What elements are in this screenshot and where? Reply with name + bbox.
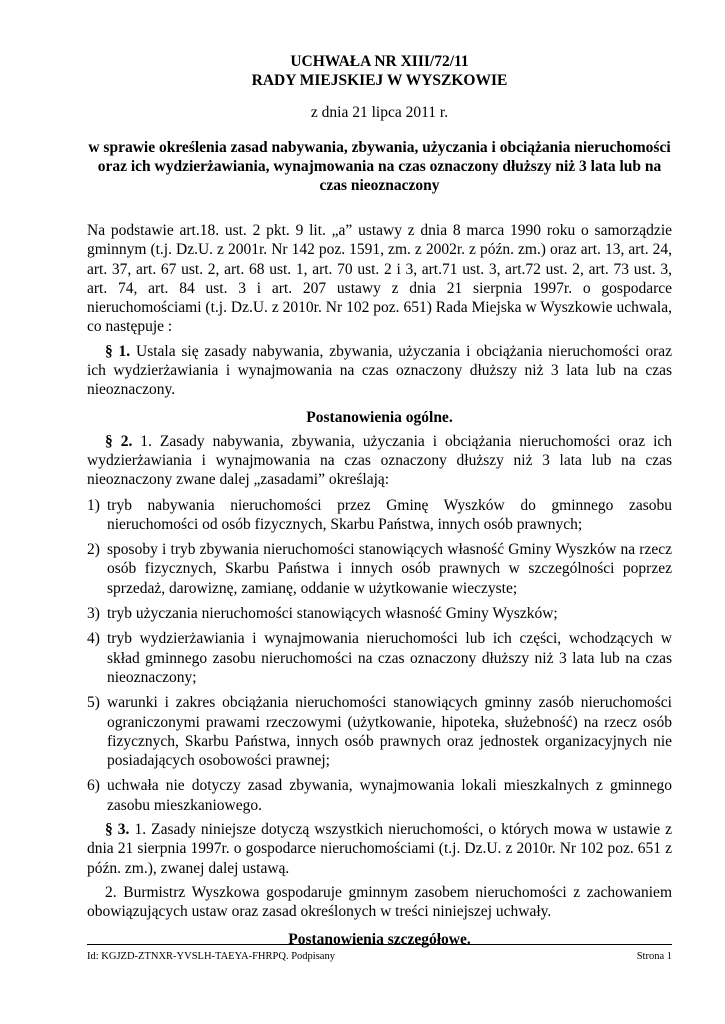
heading-general: Postanowienia ogólne.: [306, 408, 453, 426]
list-item: [87, 496, 672, 535]
section-1-text: Ustala się zasady nabywania, zbywania, użyczania i obciążania nieruchomości oraz ich wydzierżawiania i wynajmowania na czas oznaczony dłuższy niż 3 lata lub na czas nieoznaczony.: [87, 342, 672, 399]
section-1: [87, 342, 672, 400]
section-2-text: 1. Zasady nabywania, zbywania, użyczania i obciążania nieruchomości oraz ich wydzierżawiania i wynajmowania na czas oznaczony dłuższy niż 3 lata lub na czas nieoznaczony zwane dalej „zasadami” określają:: [87, 432, 673, 489]
list-item-number: 6): [87, 777, 100, 795]
section-3-text: 1. Zasady niniejsze dotyczą wszystkich nieruchomości, o których mowa w ustawie z dnia 21 sierpnia 1997r. o gospodarce nieruchomościami (t.j. Dz.U. z 2010r. Nr 102 poz. 651 z późn. zm.), zwanej dalej ustawą.: [87, 821, 673, 877]
list-item: [87, 540, 672, 598]
list-item-number: 2): [87, 541, 100, 559]
list-item-number: 3): [87, 605, 100, 623]
title-line-2: RADY MIEJSKIEJ W WYSZKOWIE: [251, 72, 508, 89]
document-title: [87, 52, 672, 90]
section-2: [87, 432, 672, 490]
list-item: [87, 776, 672, 815]
list-item-number: 4): [87, 630, 100, 648]
list-item-text: sposoby i tryb zbywania nieruchomości stanowiących własność Gminy Wyszków na rzecz osób fizycznych, Skarbu Państwa i innych osób prawnych w szczególności poprzez sprzedaż, darowiznę, zamianę, oddanie w użytkowanie wieczyste;: [107, 541, 672, 597]
list-item: [87, 629, 672, 687]
list-item-text: tryb nabywania nieruchomości przez Gminę Wyszków do gminnego zasobu nieruchomości od osób fizycznych, Skarbu Państwa, innych osób prawnych;: [107, 496, 672, 533]
list-item: [87, 604, 672, 623]
section-2-label: § 2.: [105, 432, 133, 450]
page-footer: [87, 944, 672, 962]
list-item-text: tryb wydzierżawiania i wynajmowania nieruchomości lub ich części, wchodzących w skład gminnego zasobu nieruchomości na czas oznaczony dłuższy niż 3 lata lub na czas nieoznaczony;: [107, 630, 672, 686]
list-item-number: 5): [87, 694, 100, 712]
document-subject: w sprawie określenia zasad nabywania, zbywania, użyczania i obciążania nieruchomości oraz ich wydzierżawiania, wynajmowania na czas oznaczony dłuższy niż 3 lata lub na czas nieoznaczony: [88, 139, 671, 194]
section-2-list: [87, 496, 672, 815]
section-3-label: § 3.: [105, 821, 130, 839]
document-id: Id: KGJZD-ZTNXR-YVSLH-TAEYA-FHRPQ. Podpisany: [87, 951, 335, 962]
intro-paragraph: Na podstawie art.18. ust. 2 pkt. 9 lit. „a” ustawy z dnia 8 marca 1990 roku o samorządzie gminnym (t.j. Dz.U. z 2001r. Nr 142 poz. 1591, zm. z 2002r. z późn. zm.) oraz art. 13, art. 24, art. 37, art. 67 ust. 2, art. 68 ust. 1, art. 70 ust. 2 i 3, art.71 ust. 3, art.72 ust. 2, art. 73 ust. 3, art. 74, art. 84 ust. 3 i art. 207 ustawy z dnia 21 sierpnia 1997r. o gospodarce nieruchomościami (t.j. Dz.U. z 2010r. Nr 102 poz. 651) Rada Miejska w Wyszkowie uchwala, co następuje :: [87, 222, 672, 336]
section-3-paragraph-2: 2. Burmistrz Wyszkowa gospodaruje gminnym zasobem nieruchomości z zachowaniem obowiązujących ustaw oraz zasad określonych w treści niniejszej uchwały.: [87, 883, 672, 921]
list-item-text: uchwała nie dotyczy zasad zbywania, wynajmowania lokali mieszkalnych z gminnego zasobu mieszkaniowego.: [107, 777, 672, 814]
page-number: Strona 1: [636, 951, 672, 962]
list-item-number: 1): [87, 496, 100, 514]
title-line-1: UCHWAŁA NR XIII/72/11: [290, 53, 469, 70]
list-item-text: tryb użyczania nieruchomości stanowiących własność Gminy Wyszków;: [107, 605, 558, 623]
list-item-text: warunki i zakres obciążania nieruchomości stanowiących gminny zasób nieruchomości ograniczonymi prawami rzeczowymi (użytkowanie, hipoteka, służebność) na rzecz osób fizycznych, Skarbu Państwa, innych osób prawnych oraz jednostek organizacyjnych nie posiadających osobowości prawnej;: [107, 694, 672, 770]
list-item: [87, 693, 672, 770]
document-page: [87, 52, 672, 954]
section-1-label: § 1.: [105, 342, 131, 360]
heading-detailed: Postanowienia szczegółowe.: [288, 930, 471, 948]
document-date: z dnia 21 lipca 2011 r.: [310, 104, 449, 121]
section-3: [87, 820, 672, 878]
